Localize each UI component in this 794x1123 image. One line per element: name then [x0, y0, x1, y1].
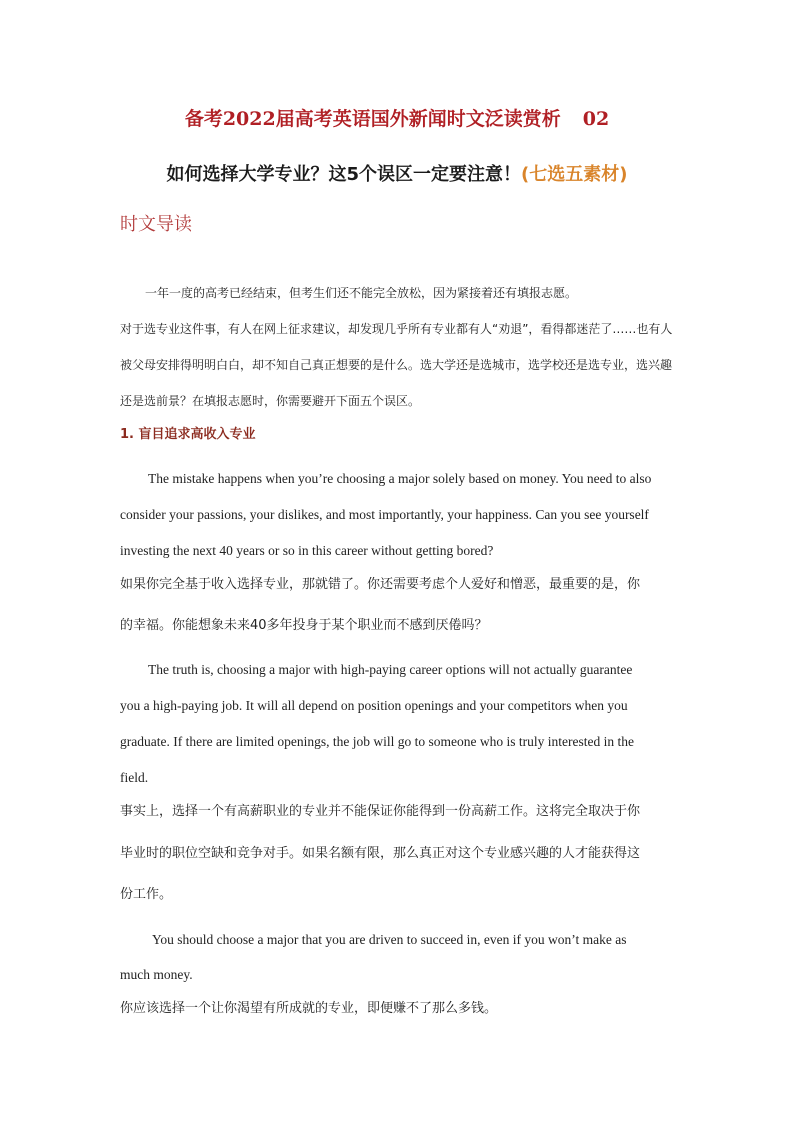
chinese-line: 的幸福。你能想象未来40多年投身于某个职业而不感到厌倦吗？	[120, 618, 488, 633]
english-line: graduate. If there are limited openings, the job will go to someone who is truly interested in the	[120, 734, 634, 749]
english-line: you a high-paying job. It will all depend on position openings and your competitors when you	[120, 698, 628, 713]
english-line: You should choose a major that you are driven to succeed in, even if you won’t make as	[152, 932, 627, 947]
section-heading: 时文导读	[120, 214, 192, 235]
english-line: The mistake happens when you’re choosing a major solely based on money. You need to also	[148, 471, 652, 486]
intro-line: 对于选专业这件事，有人在网上征求建议，却发现几乎所有专业都有人“劝退”，看得都迷茫了……也有人	[120, 322, 673, 336]
issue-number: 02	[582, 108, 610, 130]
english-line: consider your passions, your dislikes, and most importantly, your happiness. Can you see yourself	[120, 507, 649, 522]
chinese-line: 份工作。	[120, 887, 173, 902]
english-line: much money.	[120, 967, 193, 982]
chinese-line: 毕业时的职位空缺和竞争对手。如果名额有限，那么真正对这个专业感兴趣的人才能获得这	[120, 846, 641, 861]
english-line: The truth is, choosing a major with high-paying career options will not actually guarantee	[148, 662, 633, 677]
chinese-line: 如果你完全基于收入选择专业，那就错了。你还需要考虑个人爱好和憎恶，最重要的是，你	[120, 577, 641, 592]
chinese-line: 你应该选择一个让你渴望有所成就的专业，即便赚不了那么多钱。	[120, 1001, 498, 1016]
article-headline	[0, 160, 794, 186]
title-text: 备考2022届高考英语国外新闻时文泛读赏析	[184, 108, 561, 130]
headline-text: 如何选择大学专业？这5个误区一定要注意！	[166, 164, 522, 185]
point-heading: 1. 盲目追求高收入专业	[120, 427, 256, 442]
english-line: field.	[120, 770, 149, 785]
english-line: investing the next 40 years or so in this career without getting bored?	[120, 543, 494, 558]
intro-line: 还是选前景？在填报志愿时，你需要避开下面五个误区。	[120, 394, 421, 408]
chinese-line: 事实上，选择一个有高薪职业的专业并不能保证你能得到一份高薪工作。这将完全取决于你	[120, 804, 641, 819]
intro-line: 被父母安排得明明白白，却不知自己真正想要的是什么。选大学还是选城市，选学校还是选专业，选兴趣	[120, 358, 673, 372]
intro-line: 一年一度的高考已经结束，但考生们还不能完全放松，因为紧接着还有填报志愿。	[145, 286, 578, 300]
headline-tag: (七选五素材)	[521, 164, 628, 185]
document-title	[0, 104, 794, 131]
